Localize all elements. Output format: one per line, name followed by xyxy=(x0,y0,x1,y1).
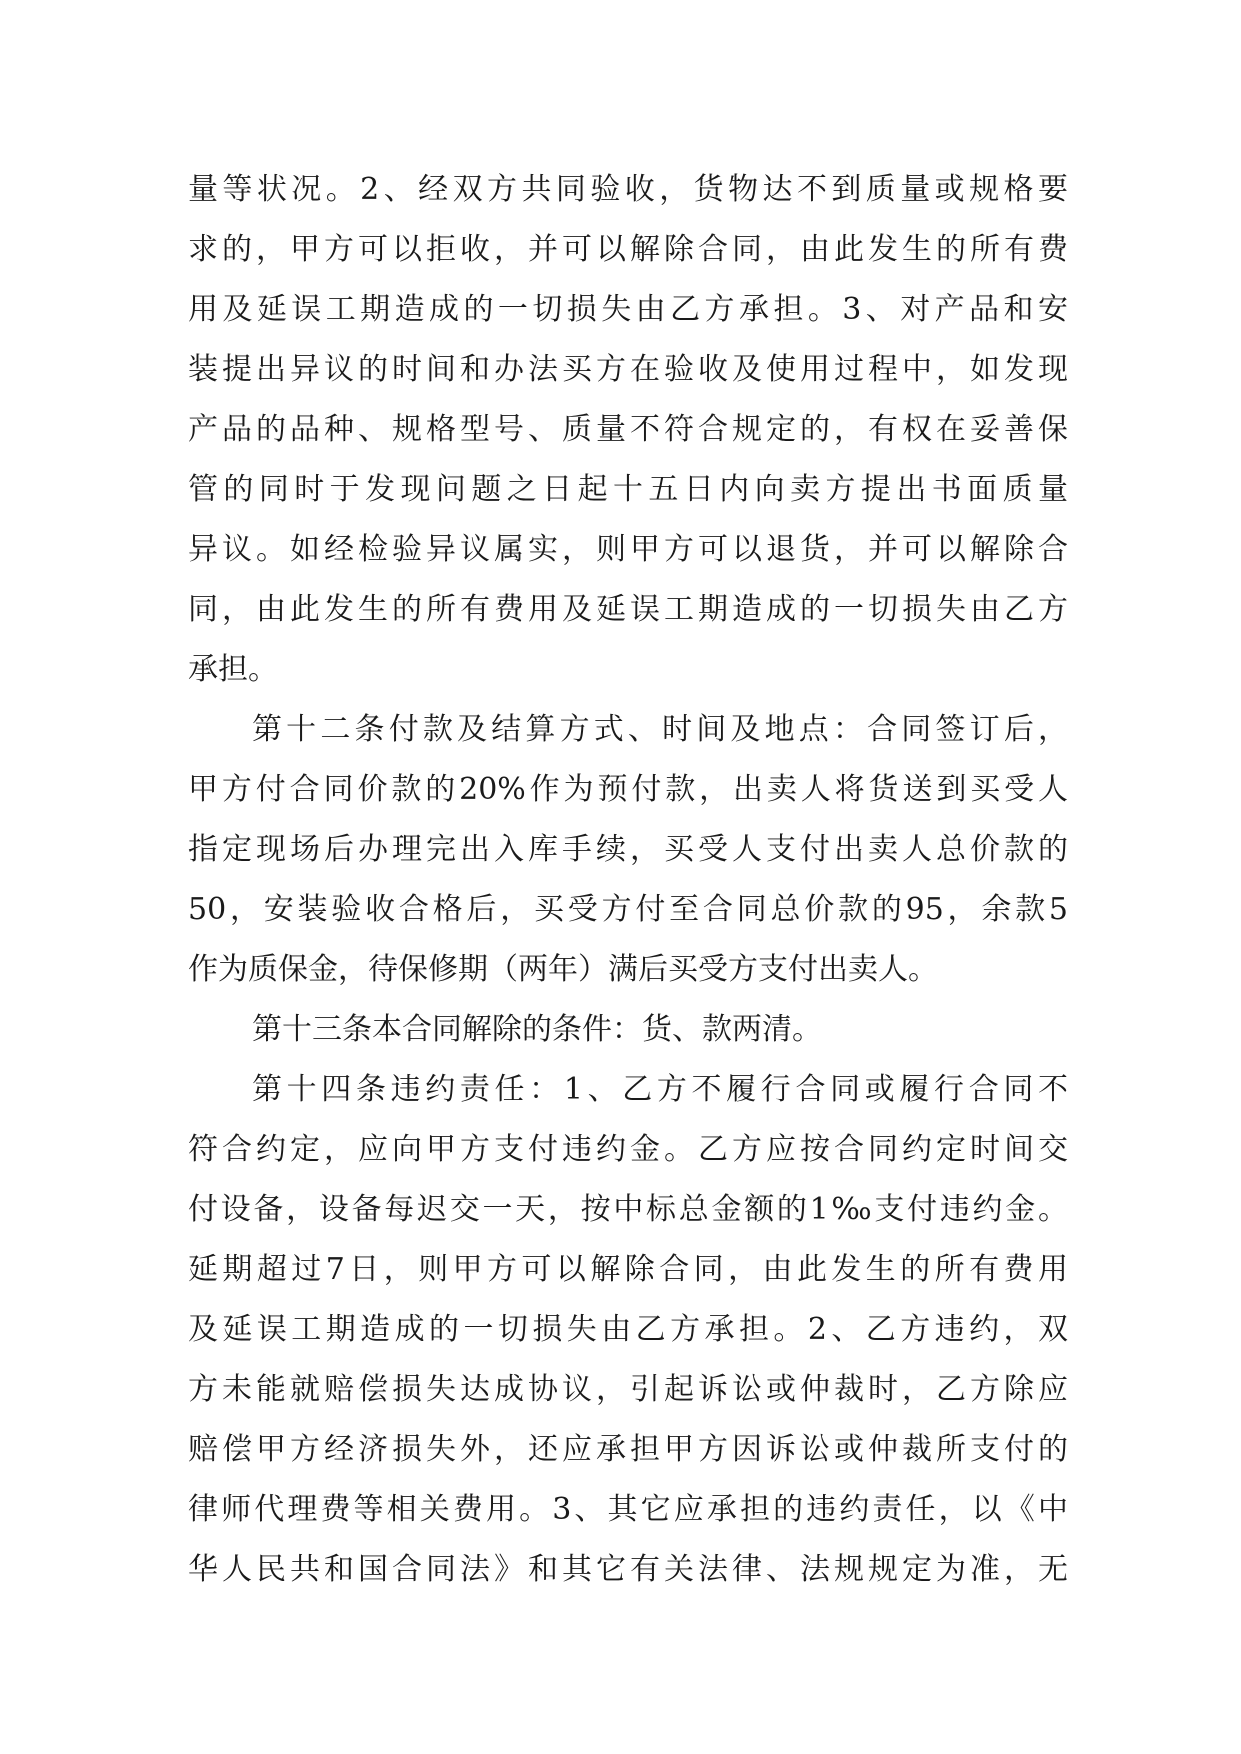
paragraph-start-line: 第十四条违约责任：1、乙方不履行合同或履行合同不 xyxy=(252,1072,1068,1107)
text-line: 作为质保金，待保修期（两年）满后买受方支付出卖人。 xyxy=(188,952,938,987)
text-line: 符合约定，应向甲方支付违约金。乙方应按合同约定时间交 xyxy=(188,1132,1068,1167)
document-body xyxy=(188,160,1068,1600)
text-line: 承担。 xyxy=(188,652,278,687)
text-line: 异议。如经检验异议属实，则甲方可以退货，并可以解除合 xyxy=(188,532,1068,567)
text-line: 方未能就赔偿损失达成协议，引起诉讼或仲裁时，乙方除应 xyxy=(188,1372,1068,1407)
text-line: 华人民共和国合同法》和其它有关法律、法规规定为准，无 xyxy=(188,1552,1068,1587)
text-line: 及延误工期造成的一切损失由乙方承担。2、乙方违约，双 xyxy=(188,1312,1068,1347)
text-line: 量等状况。2、经双方共同验收，货物达不到质量或规格要 xyxy=(188,172,1068,207)
text-line: 求的，甲方可以拒收，并可以解除合同，由此发生的所有费 xyxy=(188,232,1068,267)
paragraph-start-line: 第十三条本合同解除的条件：货、款两清。 xyxy=(252,1012,822,1047)
text-line: 50，安装验收合格后，买受方付至合同总价款的95，余款5 xyxy=(188,892,1068,927)
text-line: 律师代理费等相关费用。3、其它应承担的违约责任，以《中 xyxy=(188,1492,1068,1527)
text-line: 同，由此发生的所有费用及延误工期造成的一切损失由乙方 xyxy=(188,592,1068,627)
text-line: 管的同时于发现问题之日起十五日内向卖方提出书面质量 xyxy=(188,472,1068,507)
text-line: 付设备，设备每迟交一天，按中标总金额的1‰支付违约金。 xyxy=(188,1192,1068,1227)
text-line: 延期超过7日，则甲方可以解除合同，由此发生的所有费用 xyxy=(188,1252,1068,1287)
text-line: 赔偿甲方经济损失外，还应承担甲方因诉讼或仲裁所支付的 xyxy=(188,1432,1068,1467)
text-line: 甲方付合同价款的20%作为预付款，出卖人将货送到买受人 xyxy=(188,772,1068,807)
paragraph-start-line: 第十二条付款及结算方式、时间及地点：合同签订后， xyxy=(252,712,1068,747)
text-line: 产品的品种、规格型号、质量不符合规定的，有权在妥善保 xyxy=(188,412,1068,447)
text-line: 装提出异议的时间和办法买方在验收及使用过程中，如发现 xyxy=(188,352,1068,387)
text-line: 用及延误工期造成的一切损失由乙方承担。3、对产品和安 xyxy=(188,292,1068,327)
text-line: 指定现场后办理完出入库手续，买受人支付出卖人总价款的 xyxy=(188,832,1068,867)
